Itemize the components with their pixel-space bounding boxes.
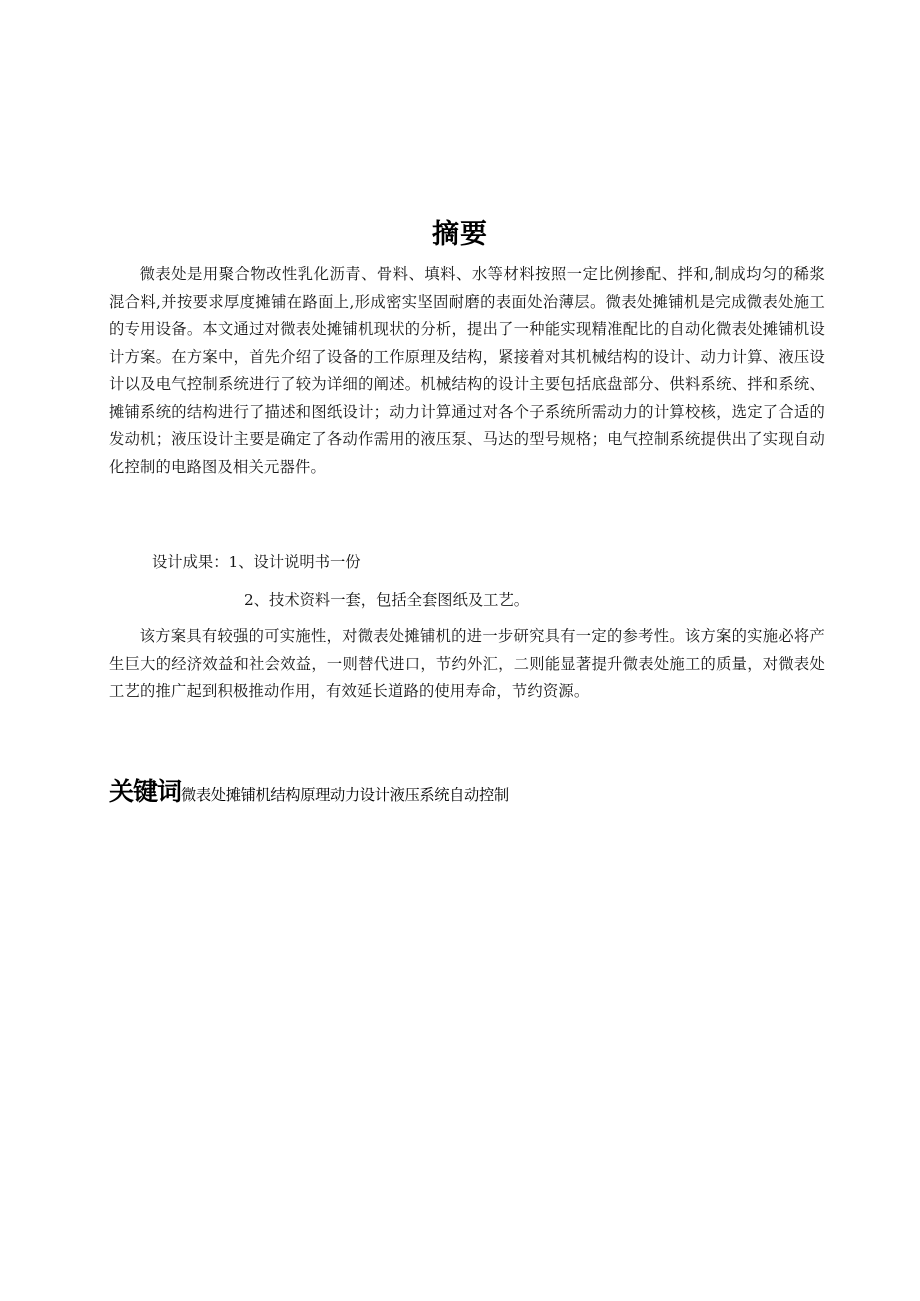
abstract-title: 摘要 [432, 219, 488, 250]
design-results-line-2: 2、技术资料一套，包括全套图纸及工艺。 [244, 591, 530, 609]
design-results-line-1: 设计成果：1、设计说明书一份 [152, 553, 361, 571]
abstract-paragraph-2: 该方案具有较强的可实施性，对微表处摊铺机的进一步研究具有一定的参考性。该方案的实施必将产生巨大的经济效益和社会效益，一则替代进口，节约外汇，二则能显著提升微表处施工的质量，对微表处工艺的推广起到积极推动作用，有效延长道路的使用寿命，节约资源。 [109, 627, 825, 700]
keywords-line [109, 772, 825, 808]
keywords-label: 关键词 [109, 777, 182, 806]
keywords-text: 微表处摊铺机结构原理动力设计液压系统自动控制 [181, 786, 509, 804]
abstract-paragraph-1: 微表处是用聚合物改性乳化沥青、骨料、填料、水等材料按照一定比例掺配、拌和,制成均匀的稀浆混合料,并按要求厚度摊铺在路面上,形成密实坚固耐磨的表面处治薄层。微表处摊铺机是完成微表处施工的专用设备。本文通过对微表处摊铺机现状的分析，提出了一种能实现精准配比的自动化微表处摊铺机设计方案。在方案中，首先介绍了设备的工作原理及结构，紧接着对其机械结构的设计、动力计算、液压设计以及电气控制系统进行了较为详细的阐述。机械结构的设计主要包括底盘部分、供料系统、拌和系统、摊铺系统的结构进行了描述和图纸设计；动力计算通过对各个子系统所需动力的计算校核，选定了合适的发动机；液压设计主要是确定了各动作需用的液压泵、马达的型号规格；电气控制系统提供出了实现自动化控制的电路图及相关元器件。 [109, 265, 825, 476]
